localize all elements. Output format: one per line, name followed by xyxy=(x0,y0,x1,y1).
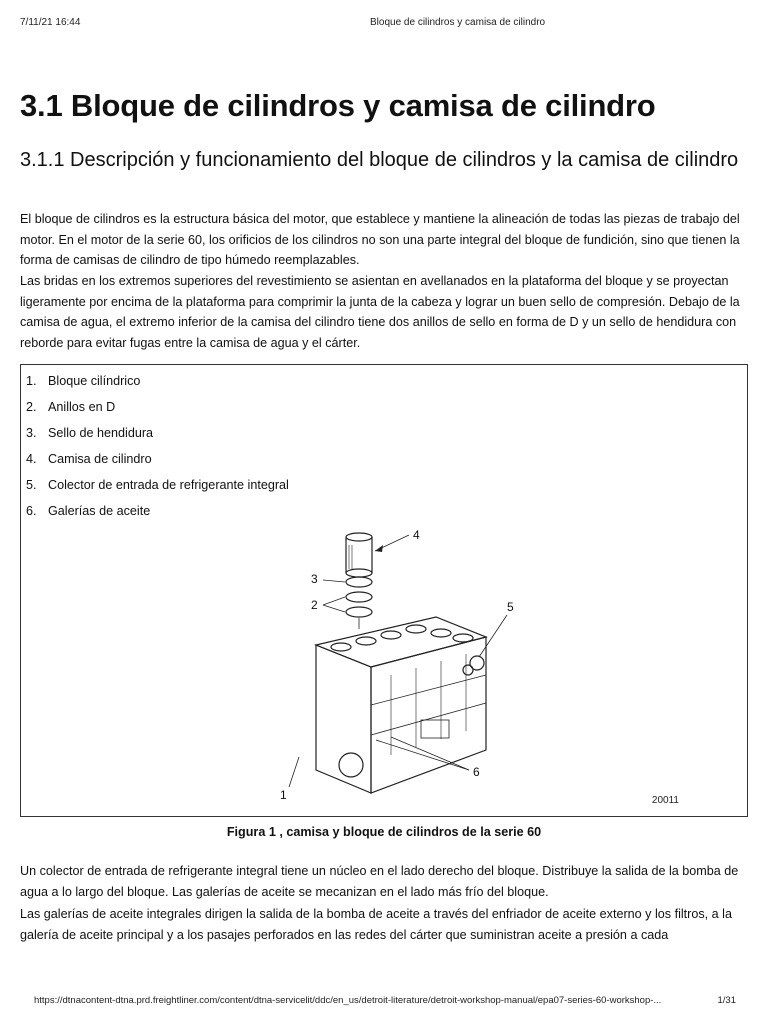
legend-number: 1. xyxy=(26,374,37,388)
print-datetime: 7/11/21 16:44 xyxy=(20,17,81,28)
legend-number: 2. xyxy=(26,400,37,414)
engine-block-drawing xyxy=(271,525,514,805)
figure-caption: Figura 1 , camisa y bloque de cilindros de la serie 60 xyxy=(226,825,542,839)
legend-label: Bloque cilíndrico xyxy=(48,374,141,388)
legend-label: Camisa de cilindro xyxy=(48,452,152,466)
legend-number: 4. xyxy=(26,452,37,466)
print-doc-title: Bloque de cilindros y camisa de cilindro xyxy=(370,17,546,28)
print-header xyxy=(20,17,748,31)
legend-label: Galerías de aceite xyxy=(48,504,151,518)
paragraph-intro: El bloque de cilindros es la estructura básica del motor, que establece y mantiene la alineación de todas las piezas de trabajo del motor. En el motor de la serie 60, los orificios de los cilindros no son una parte integral del bloque de fundición, sino que tienen la forma de camisas de cilindro de tipo húmedo reemplazables. xyxy=(20,212,740,267)
callout-1: 1 xyxy=(280,788,287,802)
callout-5: 5 xyxy=(507,600,514,614)
d-ring-upper-drawing xyxy=(346,592,372,602)
d-ring-lower-drawing xyxy=(346,607,372,617)
callout-2: 2 xyxy=(311,598,318,612)
callout-4: 4 xyxy=(413,528,420,542)
legend-number: 6. xyxy=(26,504,37,518)
figure-number: 20011 xyxy=(651,795,679,806)
paragraph-collector: Un colector de entrada de refrigerante integral tiene un núcleo en el lado derecho del bloque. Distribuye la salida de la bomba de agua a lo largo del bloque. Las galerías de aceite se mecanizan en el lado más frío del bloque. xyxy=(20,864,739,899)
page-number: 1/31 xyxy=(717,995,736,1006)
legend-label: Anillos en D xyxy=(48,400,116,414)
figure-box xyxy=(20,364,748,817)
legend-label: Colector de entrada de refrigerante integral xyxy=(48,478,289,492)
legend-number: 3. xyxy=(26,426,37,440)
section-heading: 3.1 Bloque de cilindros y camisa de cilindro xyxy=(20,88,656,123)
footer-url: https://dtnacontent-dtna.prd.freightliner.com/content/dtna-servicelit/ddc/en_us/detroit-literature/detroit-workshop-manual/epa07-series-60-workshop-... xyxy=(34,995,662,1006)
legend-label: Sello de hendidura xyxy=(48,426,154,440)
crevice-seal-drawing xyxy=(346,577,372,587)
callout-3: 3 xyxy=(311,572,318,586)
callout-6: 6 xyxy=(473,765,480,779)
subsection-heading: 3.1.1 Descripción y funcionamiento del bloque de cilindros y la camisa de cilindro xyxy=(20,149,739,171)
legend-number: 5. xyxy=(26,478,37,492)
paragraph-galleries: Las galerías de aceite integrales dirigen la salida de la bomba de aceite a través del enfriador de aceite externo y los filtros, a la galería de aceite principal y a los pasajes perforados en las redes del cárter que suministran aceite a presión a cada xyxy=(20,907,732,942)
cylinder-liner-drawing xyxy=(346,533,372,577)
paragraph-flanges: Las bridas en los extremos superiores del revestimiento se asientan en avellanados en la plataforma del bloque y se proyectan ligeramente por encima de la plataforma para comprimir la junta de la cabeza y lograr un buen sello de compresión. Debajo de la camisa de agua, el extremo inferior de la camisa del cilindro tiene dos anillos de sello en forma de D y un sello de hendidura con reborde para evitar fugas entre la camisa de agua y el cárter. xyxy=(20,274,740,350)
